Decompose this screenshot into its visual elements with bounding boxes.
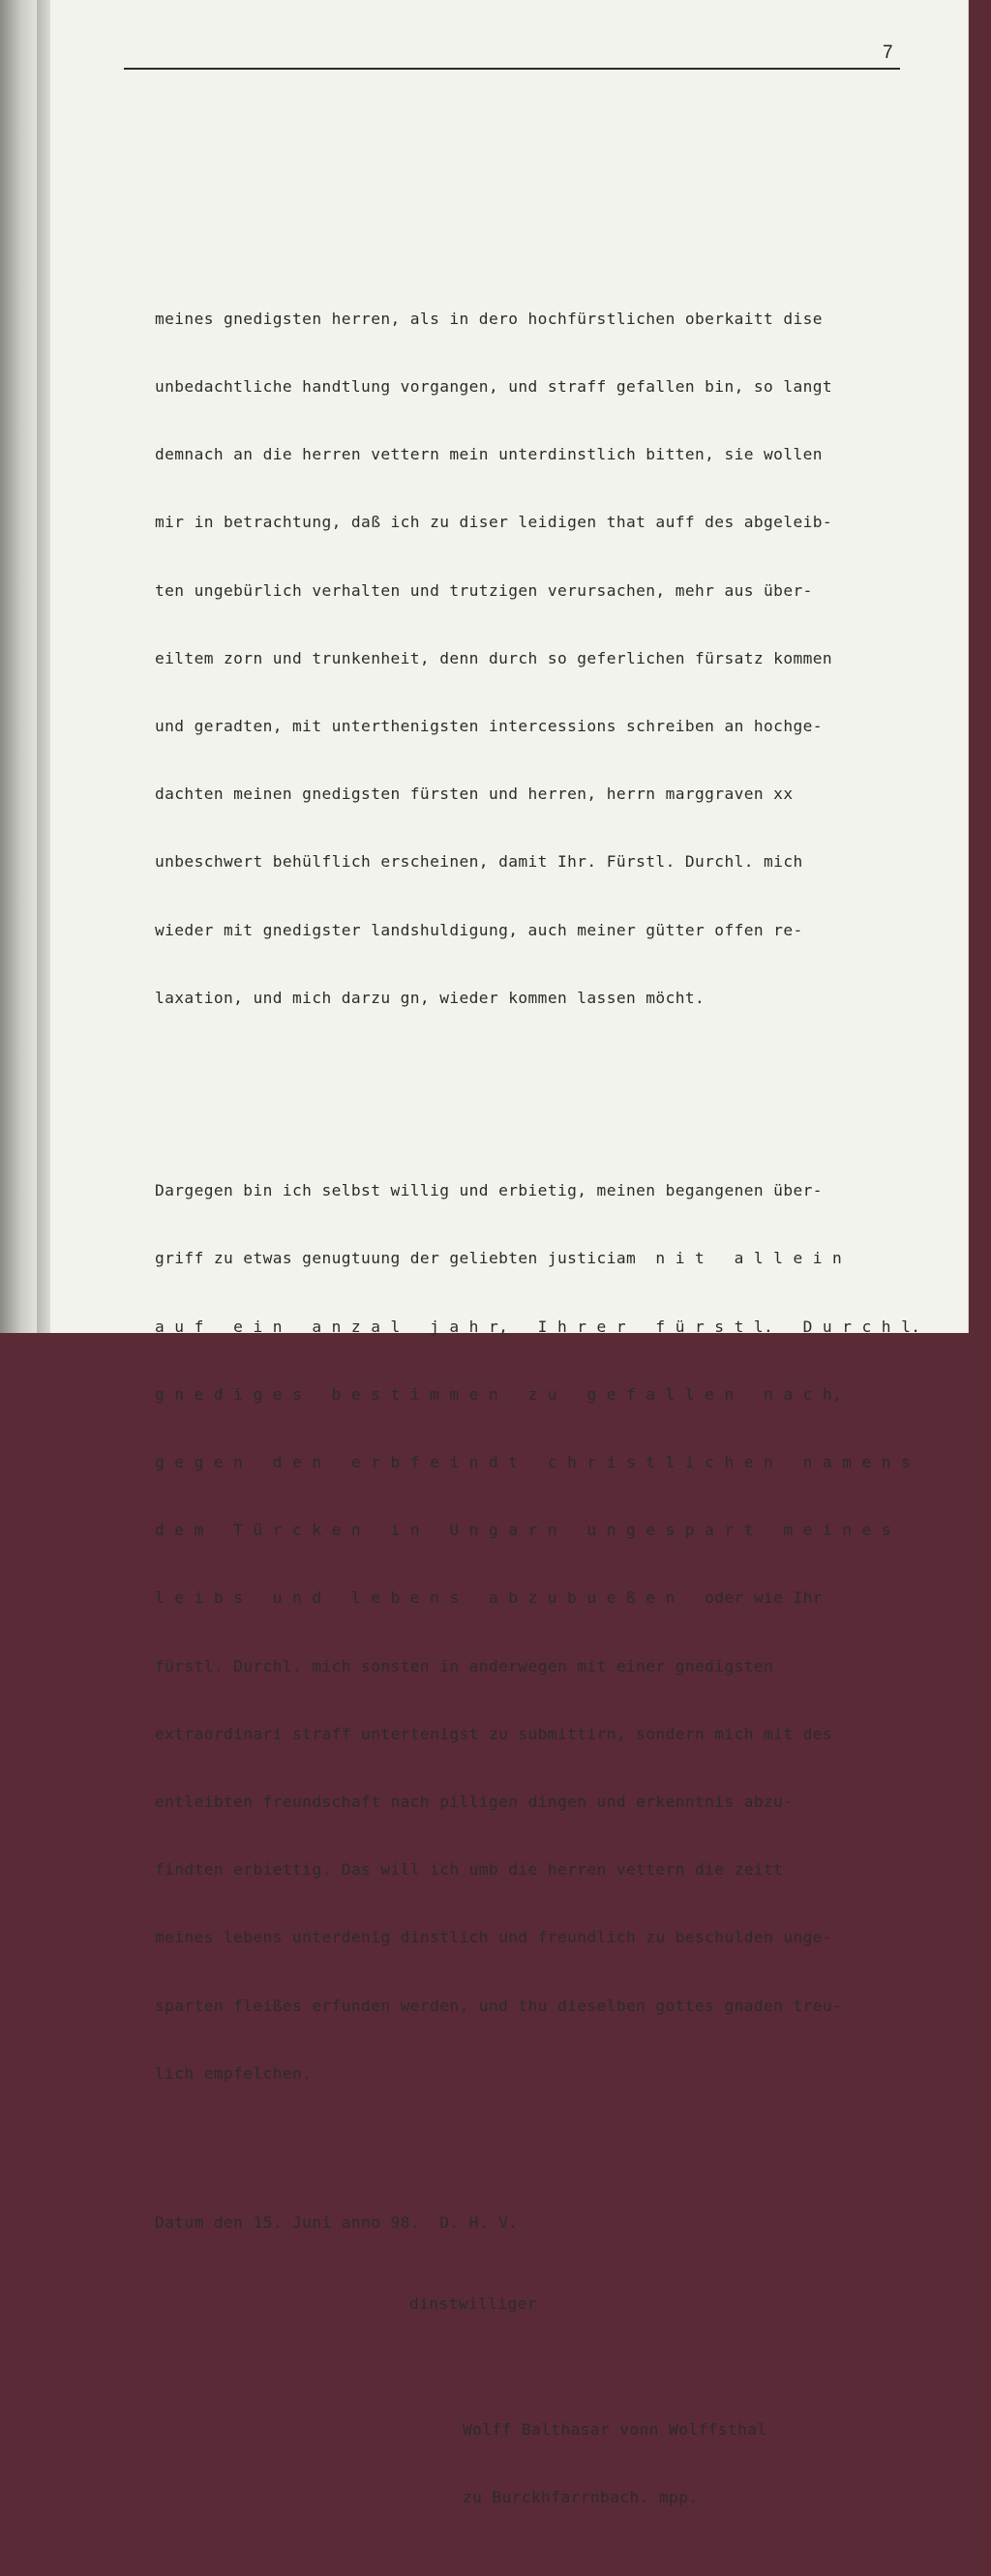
text-line: g e g e n d e n e r b f e i n d t c h r i s t l i c h e n n a m e n s: [155, 1452, 912, 1471]
text-line: unbeschwert behülflich erscheinen, damit Ihr. Fürstl. Durchl. mich: [155, 852, 803, 872]
text-line: wieder mit gnedigster landshuldigung, auch meiner gütter offen re-: [155, 920, 803, 939]
text-line: Dargegen bin ich selbst willig und erbietig, meinen begangenen über-: [155, 1181, 823, 1200]
paragraph-2: [155, 1134, 929, 2130]
paragraph-1: [155, 262, 929, 1054]
text-line: findten erbiettig. Das will ich umb die herren vettern die zeitt: [155, 1860, 784, 1880]
text-line: fürstl. Durchl. mich sonsten in anderwegen mit einer gnedigsten: [155, 1656, 774, 1675]
signature-name: Wolff Balthasar vonn Wolffsthal: [463, 2419, 767, 2439]
text-line: a u f e i n a n z a l j a h r, I h r e r f ü r s t l. D u r c h l.: [155, 1317, 921, 1336]
text-line: entleibten freundschaft nach pilligen dingen und erkenntnis abzu-: [155, 1792, 794, 1812]
text-line: extraordinari straff untertenigst zu submittirn, sondern mich mit des: [155, 1724, 833, 1743]
text-line: d e m T ü r c k e n i n U n g a r n u n g e s p a r t m e i n e s: [155, 1521, 891, 1540]
text-line: meines lebens unterdenig dinstlich und freundlich zu beschulden unge-: [155, 1928, 833, 1947]
text-line: ten ungebürlich verhalten und trutzigen verursachen, mehr aus über-: [155, 580, 813, 600]
text-line: und geradten, mit unterthenigsten intercessions schreiben an hochge-: [155, 716, 823, 735]
book-spine: [37, 0, 50, 1333]
document-body: [155, 217, 929, 2576]
text-line: g n e d i g e s b e s t i m m e n z u g e f a l l e n n a c h,: [155, 1384, 843, 1404]
text-line: l e i b s u n d l e b e n s a b z u b u e ß e n oder wie Ihr: [155, 1588, 823, 1608]
text-line: demnach an die herren vettern mein unterdinstlich bitten, sie wollen: [155, 445, 823, 464]
text-line: sparten fleißes erfunden werden, und thu dieselben gottes gnaden treu-: [155, 1996, 843, 2015]
text-line: laxation, und mich darzu gn, wieder kommen lassen möcht.: [155, 988, 706, 1007]
text-line: eiltem zorn und trunkenheit, denn durch so geferlichen fürsatz kommen: [155, 648, 833, 667]
text-line: lich empfelchen.: [155, 2063, 313, 2083]
text-line: griff zu etwas genugtuung der geliebten justiciam n i t a l l e i n: [155, 1249, 843, 1268]
signature-place: zu Burckhfarrnbach. mpp.: [463, 2487, 699, 2506]
text-line: unbedachtliche handtlung vorgangen, und straff gefallen bin, so langt: [155, 376, 833, 396]
header-rule: [124, 68, 900, 70]
closing-salutation: dinstwilliger: [409, 2294, 537, 2313]
date-line: Datum den 15. Juni anno 98. D. H. V.: [155, 2213, 519, 2233]
text-line: dachten meinen gnedigsten fürsten und herren, herrn marggraven xx: [155, 785, 794, 804]
text-line: meines gnedigsten herren, als in dero hochfürstlichen oberkaitt dise: [155, 309, 823, 328]
page-number: 7: [883, 43, 893, 63]
text-line: mir in betrachtung, daß ich zu diser leidigen that auff des abgeleib-: [155, 513, 833, 532]
signature-block: [155, 2373, 929, 2554]
